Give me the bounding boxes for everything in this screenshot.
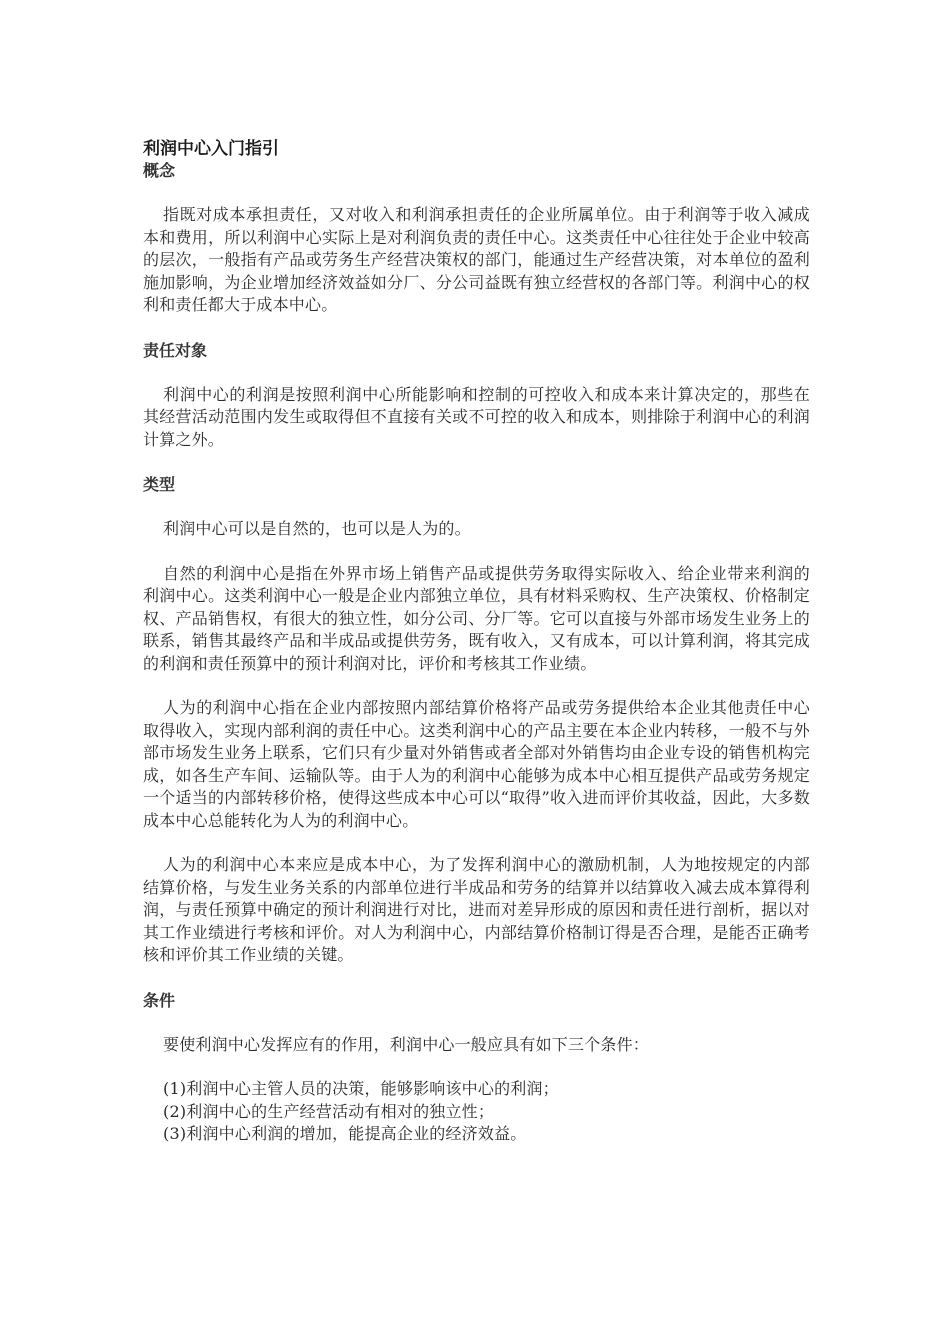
paragraph-artificial-profit-center: 人为的利润中心指在企业内部按照内部结算价格将产品或劳务提供给本企业其他责任中心取得收入，实现内部利润的责任中心。这类利润中心的产品主要在本企业内转移，一般不与外部市场发生业务上联系，它们只有少量对外销售或者全部对外销售均由企业专设的销售机构完成，如各生产车间、运输队等。由于人为的利润中心能够为成本中心相互提供产品或劳务规定一个适当的内部转移价格，使得这些成本中心可以“取得”收入进而评价其收益，因此，大多数成本中心总能转化为人为的利润中心。	[143, 698, 810, 830]
list-item: (1)利润中心主管人员的决策，能够影响该中心的利润；	[163, 1079, 559, 1098]
paragraph-natural-profit-center: 自然的利润中心是指在外界市场上销售产品或提供劳务取得实际收入、给企业带来利润的利润中心。这类利润中心一般是企业内部独立单位，具有材料采购权、生产决策权、价格制定权、产品销售权，有很大的独立性，如分公司、分厂等。它可以直接与外部市场发生业务上的联系，销售其最终产品和半成品或提供劳务，既有收入，又有成本，可以计算利润，将其完成的利润和责任预算中的预计利润对比，评价和考核其工作业绩。	[143, 563, 810, 673]
section-heading-responsibility: 责任对象	[143, 340, 208, 360]
document-title: 利润中心入门指引	[143, 139, 279, 159]
paragraph-types-intro: 利润中心可以是自然的，也可以是人为的。	[163, 519, 471, 538]
conditions-list	[143, 1078, 810, 1146]
paragraph-conditions-intro: 要使利润中心发挥应有的作用，利润中心一般应具有如下三个条件：	[163, 1034, 650, 1054]
section-heading-conditions: 条件	[143, 990, 176, 1010]
list-item: (2)利润中心的生产经营活动有相对的独立性；	[163, 1101, 495, 1121]
section-heading-concept: 概念	[143, 161, 176, 180]
paragraph-artificial-profit-center-detail: 人为的利润中心本来应是成本中心，为了发挥利润中心的激励机制，人为地按规定的内部结算价格，与发生业务关系的内部单位进行半成品和劳务的结算并以结算收入减去成本算得利润，与责任预算中确定的预计利润进行对比，进而对差异形成的原因和责任进行剖析，据以对其工作业绩进行考核和评价。对人为利润中心，内部结算价格制订得是否合理，是能否正确考核和评价其工作业绩的关键。	[143, 855, 810, 964]
paragraph-responsibility: 利润中心的利润是按照利润中心所能影响和控制的可控收入和成本来计算决定的，那些在其经营活动范围内发生或取得但不直接有关或不可控的收入和成本，则排除于利润中心的利润计算之外。	[143, 384, 810, 449]
list-item: (3)利润中心利润的增加，能提高企业的经济效益。	[163, 1124, 527, 1143]
section-heading-types: 类型	[143, 475, 176, 494]
document-page	[143, 138, 810, 1146]
paragraph-concept: 指既对成本承担责任，又对收入和利润承担责任的企业所属单位。由于利润等于收入减成本和费用，所以利润中心实际上是对利润负责的责任中心。这类责任中心往往处于企业中较高的层次，一般指有产品或劳务生产经营决策权的部门，能通过生产经营决策，对本单位的盈利施加影响，为企业增加经济效益如分厂、分公司益既有独立经营权的各部门等。利润中心的权利和责任都大于成本中心。	[143, 205, 810, 314]
